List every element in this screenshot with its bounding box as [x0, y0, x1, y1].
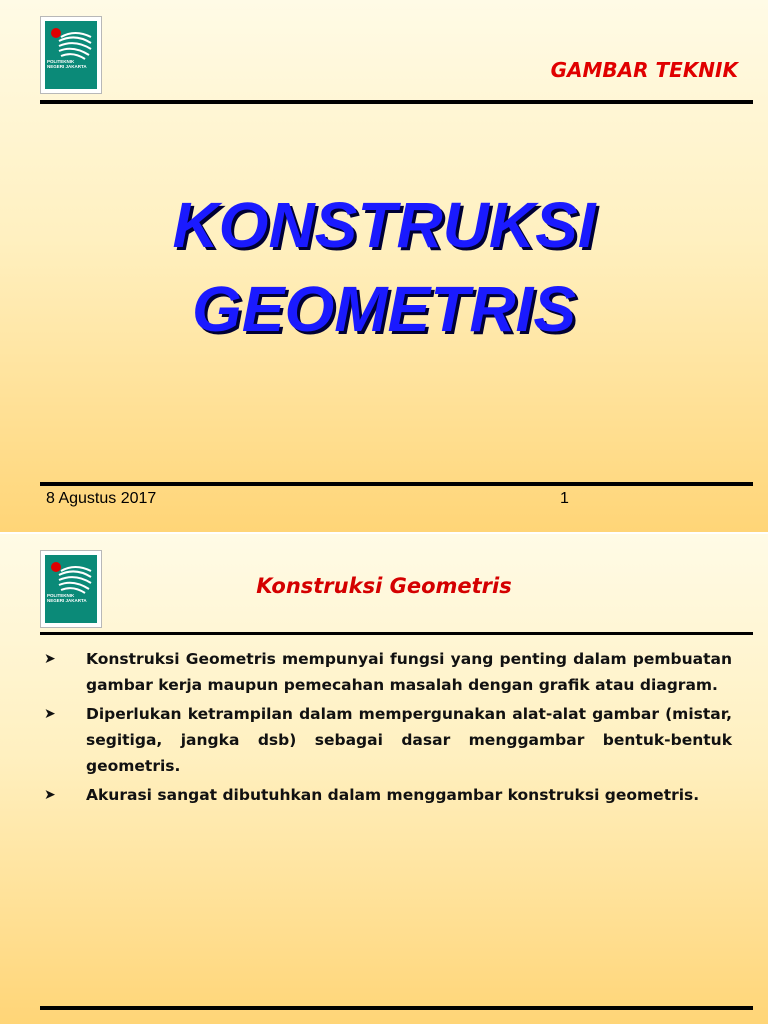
title-divider: [40, 632, 753, 635]
course-header: GAMBAR TEKNIK: [550, 58, 738, 82]
bullet-text: Diperlukan ketrampilan dalam mempergunakan alat-alat gambar (mistar, segitiga, jangka dsb) sebagai dasar menggambar bentuk-bentuk geometris.: [86, 705, 732, 775]
footer-divider: [40, 482, 753, 486]
list-item: [44, 646, 732, 698]
header-divider: [40, 100, 753, 104]
title-line-2: GEOMETRIS: [191, 273, 577, 345]
arrowhead-bullet-icon: ➤: [44, 706, 56, 722]
logo-text: POLITEKNIK NEGERI JAKARTA: [47, 59, 87, 69]
slide-date: 8 Agustus 2017: [46, 490, 157, 507]
logo-emblem-icon: [45, 21, 97, 89]
slide-title: Konstruksi Geometris: [256, 574, 512, 598]
arrowhead-bullet-icon: ➤: [44, 787, 56, 803]
bullet-list: [44, 646, 732, 811]
institution-logo: [40, 16, 102, 94]
title-line-1: KONSTRUKSI: [172, 189, 596, 261]
arrowhead-bullet-icon: ➤: [44, 651, 56, 667]
page-number: 1: [560, 490, 569, 507]
footer-divider: [40, 1006, 753, 1010]
list-item: [44, 782, 732, 808]
bullet-text: Konstruksi Geometris mempunyai fungsi yang penting dalam pembuatan gambar kerja maupun pemecahan masalah dengan grafik atau diagram.: [86, 650, 732, 694]
list-item: [44, 701, 732, 779]
bullet-text: Akurasi sangat dibutuhkan dalam menggambar konstruksi geometris.: [86, 786, 700, 804]
logo-text: POLITEKNIK NEGERI JAKARTA: [47, 593, 87, 603]
slide-2: [0, 534, 768, 1024]
